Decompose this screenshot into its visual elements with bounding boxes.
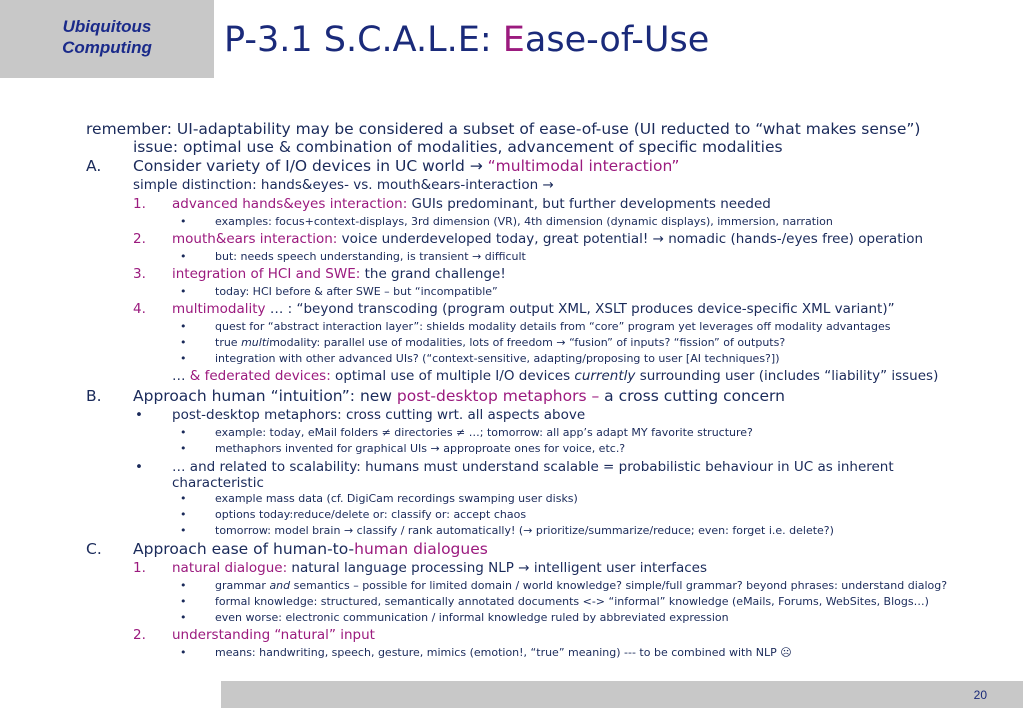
bullet-icon: • bbox=[180, 352, 187, 365]
a2-marker: 2. bbox=[133, 231, 146, 247]
detail-text: grammar bbox=[215, 579, 270, 592]
list-item bbox=[0, 645, 1023, 661]
title-accent: E bbox=[502, 20, 525, 60]
a4-text: … : “beyond transcoding (program output XML, XSLT produces device-specific XML variant)” bbox=[265, 301, 895, 317]
list-item bbox=[0, 507, 1023, 523]
list-item bbox=[0, 441, 1023, 457]
section-a-heading-accent: “multimodal interaction” bbox=[482, 157, 680, 175]
bullet-icon: • bbox=[135, 459, 143, 475]
detail-text: semantics – possible for limited domain / world knowledge? simple/full grammar? beyond phrases: understand dialog? bbox=[290, 579, 948, 592]
logo-line-2: Computing bbox=[62, 38, 152, 57]
intro-line-2: issue: optimal use & combination of modalities, advancement of specific modalities bbox=[133, 138, 783, 156]
section-b-heading bbox=[0, 386, 1023, 406]
a1-text: GUIs predominant, but further developments needed bbox=[407, 196, 771, 212]
c2-label: understanding “natural” input bbox=[172, 627, 375, 643]
federated-label: & federated devices: bbox=[189, 368, 331, 384]
detail-text: today: HCI before & after SWE – but “incompatible” bbox=[215, 285, 498, 298]
bullet-icon: • bbox=[180, 611, 187, 624]
list-item bbox=[0, 523, 1023, 539]
detail-text: means: handwriting, speech, gesture, mimics (emotion!, “true” meaning) --- to be combined with NLP ☹ bbox=[215, 646, 792, 659]
section-a-heading bbox=[0, 156, 1023, 176]
federated-text: optimal use of multiple I/O devices bbox=[330, 368, 575, 384]
detail-text: integration with other advanced UIs? (“context-sensitive, adapting/proposing to user [AI techniques?]) bbox=[215, 352, 780, 365]
detail-text: example mass data (cf. DigiCam recordings swamping user disks) bbox=[215, 492, 578, 505]
federated-prefix: … bbox=[172, 368, 190, 384]
bullet-icon: • bbox=[180, 595, 187, 608]
federated-line bbox=[0, 367, 1023, 386]
b1-item bbox=[0, 406, 1023, 425]
c2-marker: 2. bbox=[133, 627, 146, 643]
a2-item bbox=[0, 230, 1023, 249]
section-b-heading-accent: post-desktop metaphors – bbox=[396, 387, 605, 405]
section-b-heading-text: Approach human “intuition”: new bbox=[133, 387, 397, 405]
detail-text: formal knowledge: structured, semantically annotated documents <-> “informal” knowledge (eMails, Forums, WebSites, Blogs…) bbox=[215, 595, 929, 608]
slide-content bbox=[0, 120, 1023, 661]
logo-text bbox=[0, 16, 214, 58]
section-b-marker: B. bbox=[86, 387, 102, 405]
page-number: 20 bbox=[973, 688, 987, 702]
section-a-marker: A. bbox=[86, 157, 102, 175]
bullet-icon: • bbox=[180, 442, 187, 455]
a4-marker: 4. bbox=[133, 301, 146, 317]
bullet-icon: • bbox=[180, 285, 187, 298]
bullet-icon: • bbox=[180, 250, 187, 263]
list-item bbox=[0, 319, 1023, 335]
a3-label: integration of HCI and SWE: bbox=[172, 266, 361, 282]
list-item bbox=[0, 284, 1023, 300]
a1-item bbox=[0, 195, 1023, 214]
bullet-icon: • bbox=[180, 492, 187, 505]
b2-item-cont: characteristic bbox=[172, 475, 264, 491]
section-c-heading bbox=[0, 539, 1023, 559]
bullet-icon: • bbox=[180, 336, 187, 349]
b2-item bbox=[0, 457, 1023, 475]
c1-item bbox=[0, 559, 1023, 578]
list-item bbox=[0, 335, 1023, 351]
detail-text: even worse: electronic communication / informal knowledge ruled by abbreviated expression bbox=[215, 611, 729, 624]
federated-suffix: surrounding user (includes “liability” issues) bbox=[635, 368, 939, 384]
bullet-icon: • bbox=[180, 524, 187, 537]
section-a-heading-text: Consider variety of I/O devices in UC world bbox=[133, 157, 470, 175]
c1-marker: 1. bbox=[133, 560, 146, 576]
detail-text: options today:reduce/delete or: classify or: accept chaos bbox=[215, 508, 527, 521]
list-item bbox=[0, 578, 1023, 594]
a3-text: the grand challenge! bbox=[360, 266, 506, 282]
bullet-icon: • bbox=[180, 579, 187, 592]
intro-line-1: remember: UI-adaptability may be considered a subset of ease-of-use (UI reducted to “what makes sense”) bbox=[86, 120, 921, 138]
footer-bar bbox=[221, 681, 1023, 708]
arrow-icon: → bbox=[469, 157, 483, 175]
list-item bbox=[0, 214, 1023, 230]
section-c-heading-accent: human dialogues bbox=[354, 540, 488, 558]
b1-text: post-desktop metaphors: cross cutting wrt. all aspects above bbox=[172, 407, 586, 423]
bullet-icon: • bbox=[180, 215, 187, 228]
list-item bbox=[0, 425, 1023, 441]
a2-label: mouth&ears interaction: bbox=[172, 231, 338, 247]
a3-marker: 3. bbox=[133, 266, 146, 282]
detail-text: tomorrow: model brain → classify / rank automatically! (→ prioritize/summarize/reduce; even: forget i.e. delete?) bbox=[215, 524, 834, 537]
list-item bbox=[0, 491, 1023, 507]
detail-text: methaphors invented for graphical UIs → approproate ones for voice, etc.? bbox=[215, 442, 626, 455]
a2-text: voice underdeveloped today, great potential! → nomadic (hands-/eyes free) operation bbox=[337, 231, 924, 247]
title-suffix: ase-of-Use bbox=[524, 20, 710, 60]
bullet-icon: • bbox=[180, 320, 187, 333]
detail-text: true bbox=[215, 336, 242, 349]
federated-emphasis: currently bbox=[574, 368, 636, 384]
detail-emphasis: multi bbox=[241, 336, 270, 349]
c2-item bbox=[0, 626, 1023, 645]
a4-label: multimodality bbox=[172, 301, 266, 317]
detail-text: modality: parallel use of modalities, lots of freedom → “fusion” of inputs? “fission” of outputs? bbox=[269, 336, 786, 349]
c1-label: natural dialogue: bbox=[172, 560, 288, 576]
list-item bbox=[0, 351, 1023, 367]
logo-line-1: Ubiquitous bbox=[62, 17, 152, 36]
a4-item bbox=[0, 300, 1023, 319]
bullet-icon: • bbox=[180, 426, 187, 439]
section-a-sub: simple distinction: hands&eyes- vs. mouth&ears-interaction → bbox=[133, 177, 554, 193]
a3-item bbox=[0, 265, 1023, 284]
detail-text: but: needs speech understanding, is transient → difficult bbox=[215, 250, 526, 263]
a1-label: advanced hands&eyes interaction: bbox=[172, 196, 408, 212]
detail-emphasis: and bbox=[269, 579, 291, 592]
slide-title bbox=[224, 18, 709, 62]
section-c-marker: C. bbox=[86, 540, 102, 558]
bullet-icon: • bbox=[180, 646, 187, 659]
list-item bbox=[0, 610, 1023, 626]
b2-text-line1: … and related to scalability: humans must understand scalable = probabilistic behaviour in UC as inherent bbox=[172, 459, 894, 475]
detail-text: quest for “abstract interaction layer”: shields modality details from “core” program yet leverages off modality advantages bbox=[215, 320, 891, 333]
list-item bbox=[0, 249, 1023, 265]
bullet-icon: • bbox=[135, 407, 143, 423]
title-prefix: P-3.1 S.C.A.L.E: bbox=[224, 20, 503, 60]
detail-text: example: today, eMail folders ≠ directories ≠ …; tomorrow: all app’s adapt MY favorite structure? bbox=[215, 426, 753, 439]
c1-text: natural language processing NLP → intelligent user interfaces bbox=[287, 560, 707, 576]
a1-marker: 1. bbox=[133, 196, 146, 212]
section-b-heading-suffix: a cross cutting concern bbox=[604, 387, 785, 405]
list-item bbox=[0, 594, 1023, 610]
detail-text: examples: focus+context-displays, 3rd dimension (VR), 4th dimension (dynamic displays), immersion, narration bbox=[215, 215, 833, 228]
section-c-heading-text: Approach ease of human-to- bbox=[133, 540, 355, 558]
bullet-icon: • bbox=[180, 508, 187, 521]
